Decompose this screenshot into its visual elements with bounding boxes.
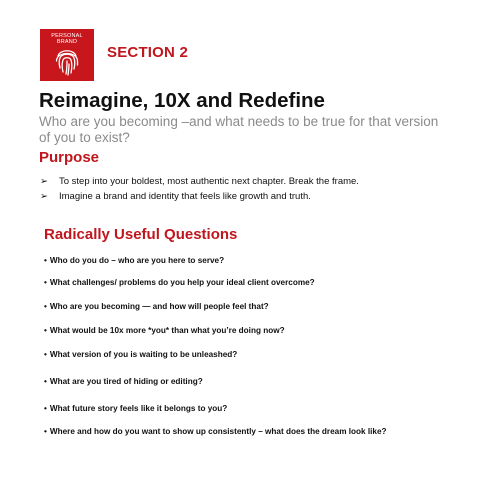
question-item	[44, 256, 224, 265]
page-subtitle: Who are you becoming –and what needs to be true for that version of you to exist?	[39, 114, 439, 145]
question-text: Who do you do – who are you here to serve?	[49, 256, 225, 265]
question-text: What version of you is waiting to be unleashed?	[49, 350, 238, 359]
personal-brand-logo	[40, 29, 94, 81]
question-text: What would be 10x more *you* than what you’re doing now?	[49, 326, 285, 335]
question-text: Who are you becoming — and how will people feel that?	[49, 302, 269, 311]
bullet-icon: •	[44, 404, 47, 413]
question-item	[44, 326, 285, 335]
question-text: What future story feels like it belongs to you?	[49, 404, 228, 413]
purpose-item	[39, 189, 359, 204]
arrow-bullet-icon: ➢	[40, 191, 48, 202]
question-item	[44, 302, 269, 311]
arrow-bullet-icon: ➢	[40, 176, 48, 187]
question-text: What are you tired of hiding or editing?	[49, 377, 203, 386]
bullet-icon: •	[44, 350, 47, 359]
bullet-icon: •	[44, 326, 47, 335]
purpose-item-text: To step into your boldest, most authentic next chapter. Break the frame.	[59, 176, 359, 187]
logo-text-line2: BRAND	[56, 39, 78, 45]
bullet-icon: •	[44, 278, 47, 287]
question-item	[44, 427, 387, 436]
bullet-icon: •	[44, 377, 47, 386]
question-text: What challenges/ problems do you help your ideal client overcome?	[49, 278, 315, 287]
section-label: SECTION 2	[107, 44, 188, 61]
purpose-item-text: Imagine a brand and identity that feels like growth and truth.	[59, 191, 311, 202]
bullet-icon: •	[44, 427, 47, 436]
question-text: Where and how do you want to show up consistently – what does the dream look like?	[49, 427, 387, 436]
question-item	[44, 404, 227, 413]
bullet-icon: •	[44, 302, 47, 311]
question-item	[44, 350, 237, 359]
question-item	[44, 377, 203, 386]
purpose-list	[39, 174, 359, 204]
purpose-heading: Purpose	[39, 149, 100, 166]
questions-heading: Radically Useful Questions	[44, 226, 238, 243]
bullet-icon: •	[44, 256, 47, 265]
question-item	[44, 278, 315, 287]
fingerprint-icon	[55, 46, 79, 76]
page-title: Reimagine, 10X and Redefine	[39, 89, 325, 112]
purpose-item	[39, 174, 359, 189]
logo-text-line1: PERSONAL	[51, 33, 83, 39]
